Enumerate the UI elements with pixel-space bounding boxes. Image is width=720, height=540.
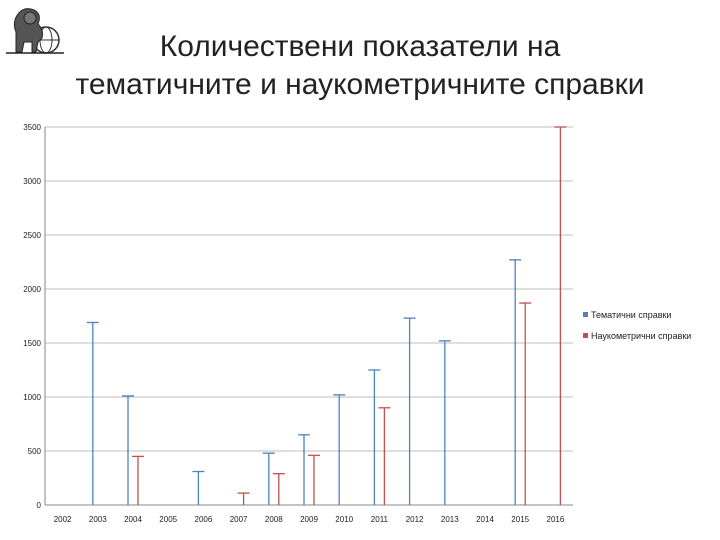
y-tick-label: 2000 (23, 285, 41, 294)
x-tick-label: 2016 (546, 515, 565, 524)
legend-label: Тематични справки (591, 310, 672, 320)
y-tick-label: 2500 (23, 231, 41, 240)
x-tick-label: 2010 (335, 515, 354, 524)
x-tick-label: 2009 (300, 515, 318, 524)
y-tick-label: 1500 (23, 339, 41, 348)
x-tick-label: 2014 (476, 515, 494, 524)
x-tick-label: 2015 (511, 515, 530, 524)
y-tick-label: 3500 (23, 123, 41, 132)
x-tick-label: 2004 (124, 515, 142, 524)
x-tick-label: 2006 (194, 515, 213, 524)
y-tick-label: 1000 (23, 393, 41, 402)
title-line-1: Количествени показатели на (159, 30, 561, 63)
y-tick-label: 3000 (23, 177, 41, 186)
y-tick-label: 500 (27, 447, 41, 456)
legend-swatch (583, 333, 588, 338)
x-tick-label: 2012 (405, 515, 424, 524)
x-tick-label: 2003 (88, 515, 107, 524)
title-line-2: тематичните и наукометричните справки (75, 68, 645, 101)
legend-label: Наукометрични справки (591, 331, 692, 341)
y-tick-label: 0 (36, 501, 41, 510)
x-tick-label: 2002 (53, 515, 72, 524)
x-tick-label: 2007 (229, 515, 248, 524)
x-tick-label: 2005 (159, 515, 178, 524)
x-tick-label: 2013 (440, 515, 459, 524)
legend-swatch (583, 312, 588, 317)
x-tick-label: 2008 (264, 515, 283, 524)
x-tick-label: 2011 (370, 515, 389, 524)
